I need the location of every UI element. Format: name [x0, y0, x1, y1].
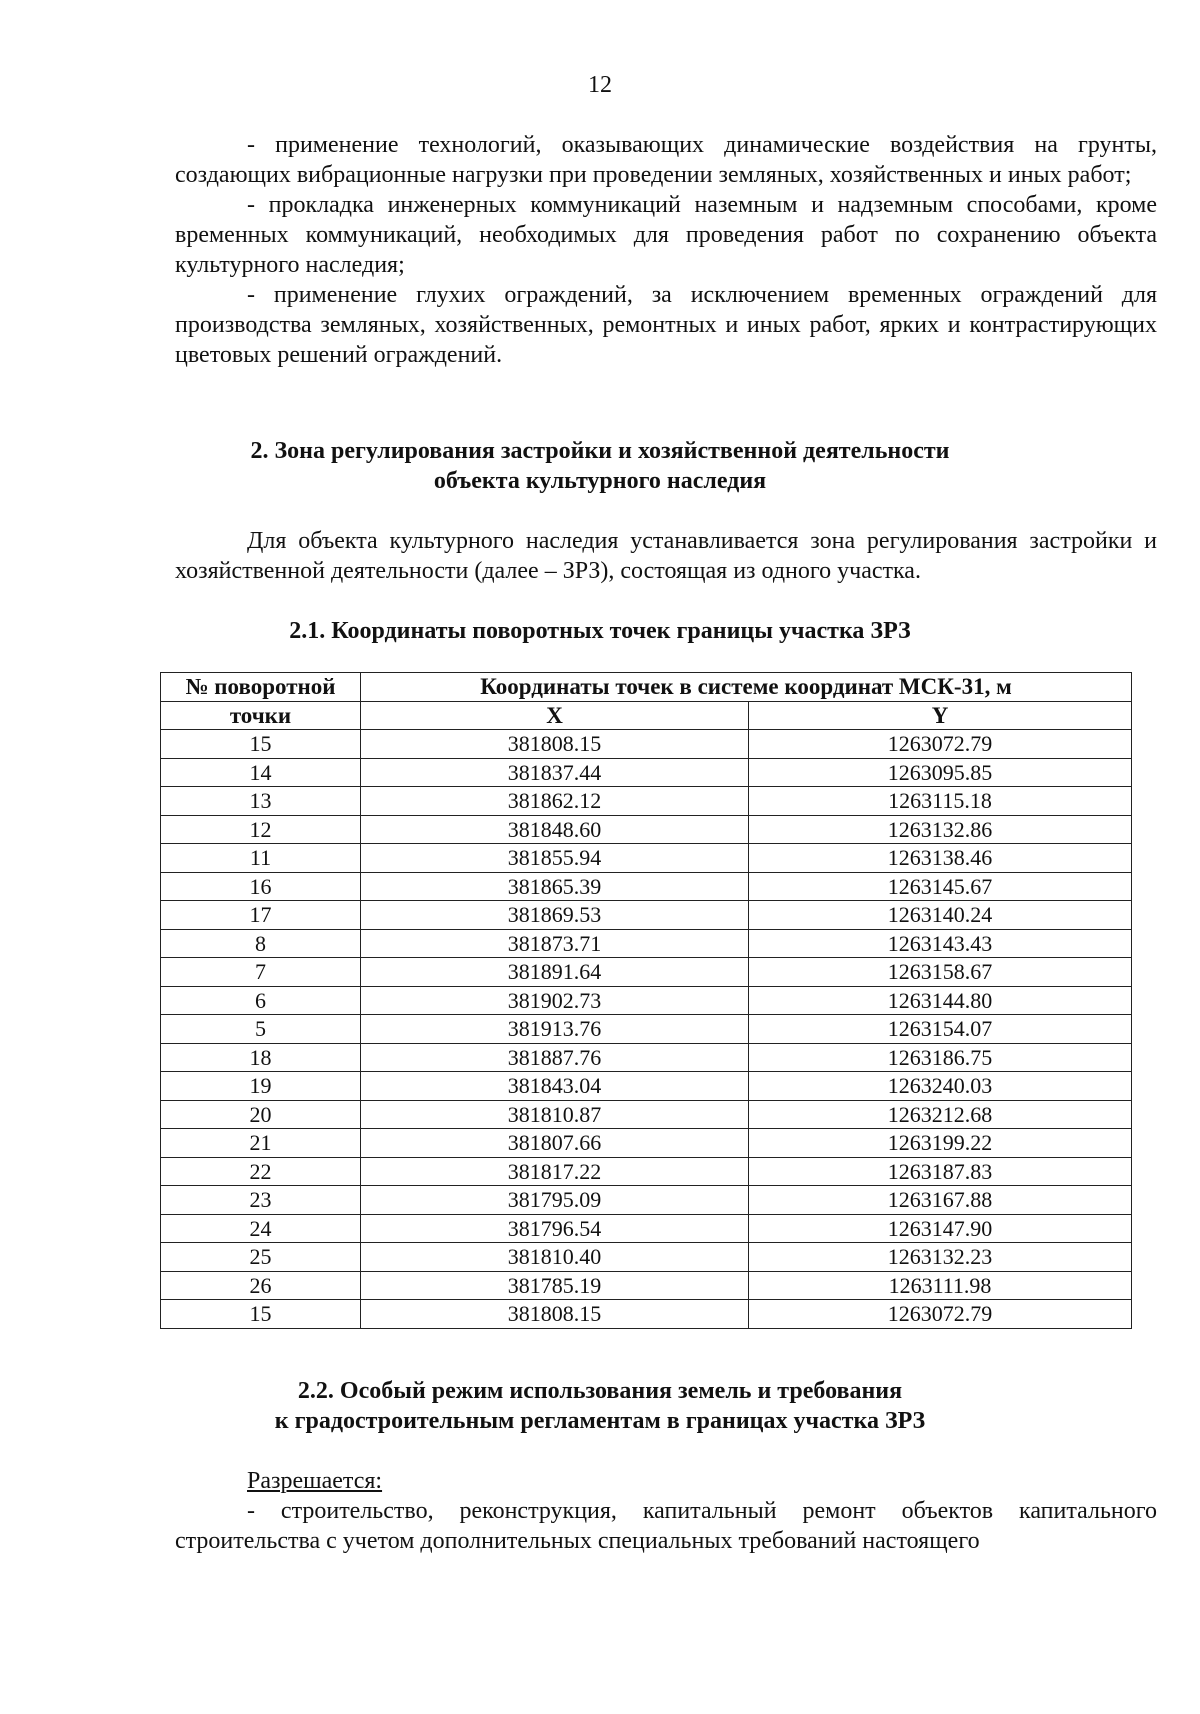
cell-x: 381810.40: [361, 1243, 749, 1272]
section-2-text: [175, 526, 1157, 586]
cell-point: 24: [161, 1214, 361, 1243]
cell-point: 21: [161, 1129, 361, 1158]
header-y: Y: [749, 701, 1132, 730]
header-point-number-text: № поворотной: [185, 674, 336, 700]
allowed-label: Разрешается:: [247, 1468, 383, 1494]
table-row: [161, 901, 1132, 930]
table-row: [161, 1243, 1132, 1272]
paragraph: - строительство, реконструкция, капитальный ремонт объектов капитального строительства с учетом дополнительных специальных требований настоящего: [175, 1498, 1157, 1554]
header-point-number: [161, 673, 361, 702]
table-row: [161, 815, 1132, 844]
cell-y: 1263199.22: [749, 1129, 1132, 1158]
cell-x: 381810.87: [361, 1100, 749, 1129]
table-row: [161, 787, 1132, 816]
cell-x: 381873.71: [361, 929, 749, 958]
cell-y: 1263143.43: [749, 929, 1132, 958]
page-number: 12: [588, 72, 612, 98]
cell-point: 26: [161, 1271, 361, 1300]
cell-point: 20: [161, 1100, 361, 1129]
table-row: [161, 1271, 1132, 1300]
header-coordinates: [361, 673, 1132, 702]
table-body: [161, 730, 1132, 1329]
cell-y: 1263212.68: [749, 1100, 1132, 1129]
table-row: [161, 986, 1132, 1015]
cell-x: 381817.22: [361, 1157, 749, 1186]
paragraph: - прокладка инженерных коммуникаций наземным и надземным способами, кроме временных коммуникаций, необходимых для проведения работ по сохранению объекта культурного наследия;: [175, 192, 1157, 278]
cell-y: 1263145.67: [749, 872, 1132, 901]
section-2-2-heading: [0, 1376, 1200, 1436]
cell-x: 381808.15: [361, 730, 749, 759]
cell-x: 381848.60: [361, 815, 749, 844]
header-x: X: [361, 701, 749, 730]
cell-y: 1263147.90: [749, 1214, 1132, 1243]
allowed-label-line: [175, 1466, 1157, 1496]
cell-point: 11: [161, 844, 361, 873]
cell-x: 381837.44: [361, 758, 749, 787]
cell-x: 381865.39: [361, 872, 749, 901]
cell-point: 17: [161, 901, 361, 930]
table-row: [161, 929, 1132, 958]
cell-x: 381807.66: [361, 1129, 749, 1158]
cell-y: 1263095.85: [749, 758, 1132, 787]
cell-point: 23: [161, 1186, 361, 1215]
cell-y: 1263167.88: [749, 1186, 1132, 1215]
header-point-number-text-2: точки: [229, 702, 292, 728]
cell-y: 1263132.23: [749, 1243, 1132, 1272]
section-2-2-text: [175, 1466, 1157, 1556]
table-row: [161, 1072, 1132, 1101]
cell-y: 1263158.67: [749, 958, 1132, 987]
cell-x: 381869.53: [361, 901, 749, 930]
cell-y: 1263072.79: [749, 1300, 1132, 1329]
cell-point: 13: [161, 787, 361, 816]
cell-x: 381796.54: [361, 1214, 749, 1243]
intro-text: [175, 130, 1157, 370]
section-2-1-heading: [0, 616, 1200, 646]
cell-y: 1263111.98: [749, 1271, 1132, 1300]
cell-y: 1263187.83: [749, 1157, 1132, 1186]
cell-y: 1263154.07: [749, 1015, 1132, 1044]
cell-point: 8: [161, 929, 361, 958]
section-2-2-title-line1: 2.2. Особый режим использования земель и требования: [297, 1378, 903, 1404]
cell-point: 18: [161, 1043, 361, 1072]
cell-y: 1263138.46: [749, 844, 1132, 873]
cell-y: 1263115.18: [749, 787, 1132, 816]
cell-y: 1263186.75: [749, 1043, 1132, 1072]
table-row: [161, 758, 1132, 787]
cell-y: 1263072.79: [749, 730, 1132, 759]
cell-point: 5: [161, 1015, 361, 1044]
cell-y: 1263132.86: [749, 815, 1132, 844]
table-row: [161, 1300, 1132, 1329]
cell-point: 14: [161, 758, 361, 787]
section-2-title-line1: 2. Зона регулирования застройки и хозяйственной деятельности: [250, 438, 950, 464]
table-row: [161, 1100, 1132, 1129]
table-row: [161, 844, 1132, 873]
table-row: [161, 1214, 1132, 1243]
cell-x: 381891.64: [361, 958, 749, 987]
cell-y: 1263240.03: [749, 1072, 1132, 1101]
cell-point: 6: [161, 986, 361, 1015]
cell-x: 381795.09: [361, 1186, 749, 1215]
section-2-1-title: 2.1. Координаты поворотных точек границы участка ЗРЗ: [289, 618, 911, 644]
section-2-heading: [0, 436, 1200, 496]
cell-point: 16: [161, 872, 361, 901]
cell-x: 381862.12: [361, 787, 749, 816]
cell-point: 22: [161, 1157, 361, 1186]
cell-x: 381785.19: [361, 1271, 749, 1300]
cell-x: 381902.73: [361, 986, 749, 1015]
section-2-title-line2: объекта культурного наследия: [433, 468, 767, 494]
cell-point: 15: [161, 1300, 361, 1329]
table-row: [161, 730, 1132, 759]
table-row: [161, 1186, 1132, 1215]
cell-point: 7: [161, 958, 361, 987]
cell-x: 381913.76: [361, 1015, 749, 1044]
table-row: [161, 1043, 1132, 1072]
cell-y: 1263140.24: [749, 901, 1132, 930]
cell-y: 1263144.80: [749, 986, 1132, 1015]
paragraph: - применение глухих ограждений, за исключением временных ограждений для производства земляных, хозяйственных, ремонтных и иных работ, ярких и контрастирующих цветовых решений ограждений.: [175, 282, 1157, 368]
table-row: [161, 1129, 1132, 1158]
cell-x: 381843.04: [361, 1072, 749, 1101]
table-row: [161, 958, 1132, 987]
cell-point: 25: [161, 1243, 361, 1272]
coordinates-table: [160, 672, 1132, 1329]
table-row: [161, 872, 1132, 901]
cell-point: 15: [161, 730, 361, 759]
cell-point: 12: [161, 815, 361, 844]
paragraph: Для объекта культурного наследия устанавливается зона регулирования застройки и хозяйственной деятельности (далее – ЗРЗ), состоящая из одного участка.: [175, 528, 1157, 584]
cell-point: 19: [161, 1072, 361, 1101]
cell-x: 381855.94: [361, 844, 749, 873]
paragraph: - применение технологий, оказывающих динамические воздействия на грунты, создающих вибрационные нагрузки при проведении земляных, хозяйственных и иных работ;: [175, 132, 1157, 188]
header-coordinates-text: Координаты точек в системе координат МСК-31, м: [480, 674, 1012, 700]
cell-x: 381887.76: [361, 1043, 749, 1072]
header-point-number-line2: [161, 701, 361, 730]
table-row: [161, 1015, 1132, 1044]
cell-x: 381808.15: [361, 1300, 749, 1329]
table-row: [161, 1157, 1132, 1186]
section-2-2-title-line2: к градостроительным регламентам в границах участка ЗРЗ: [274, 1408, 926, 1434]
